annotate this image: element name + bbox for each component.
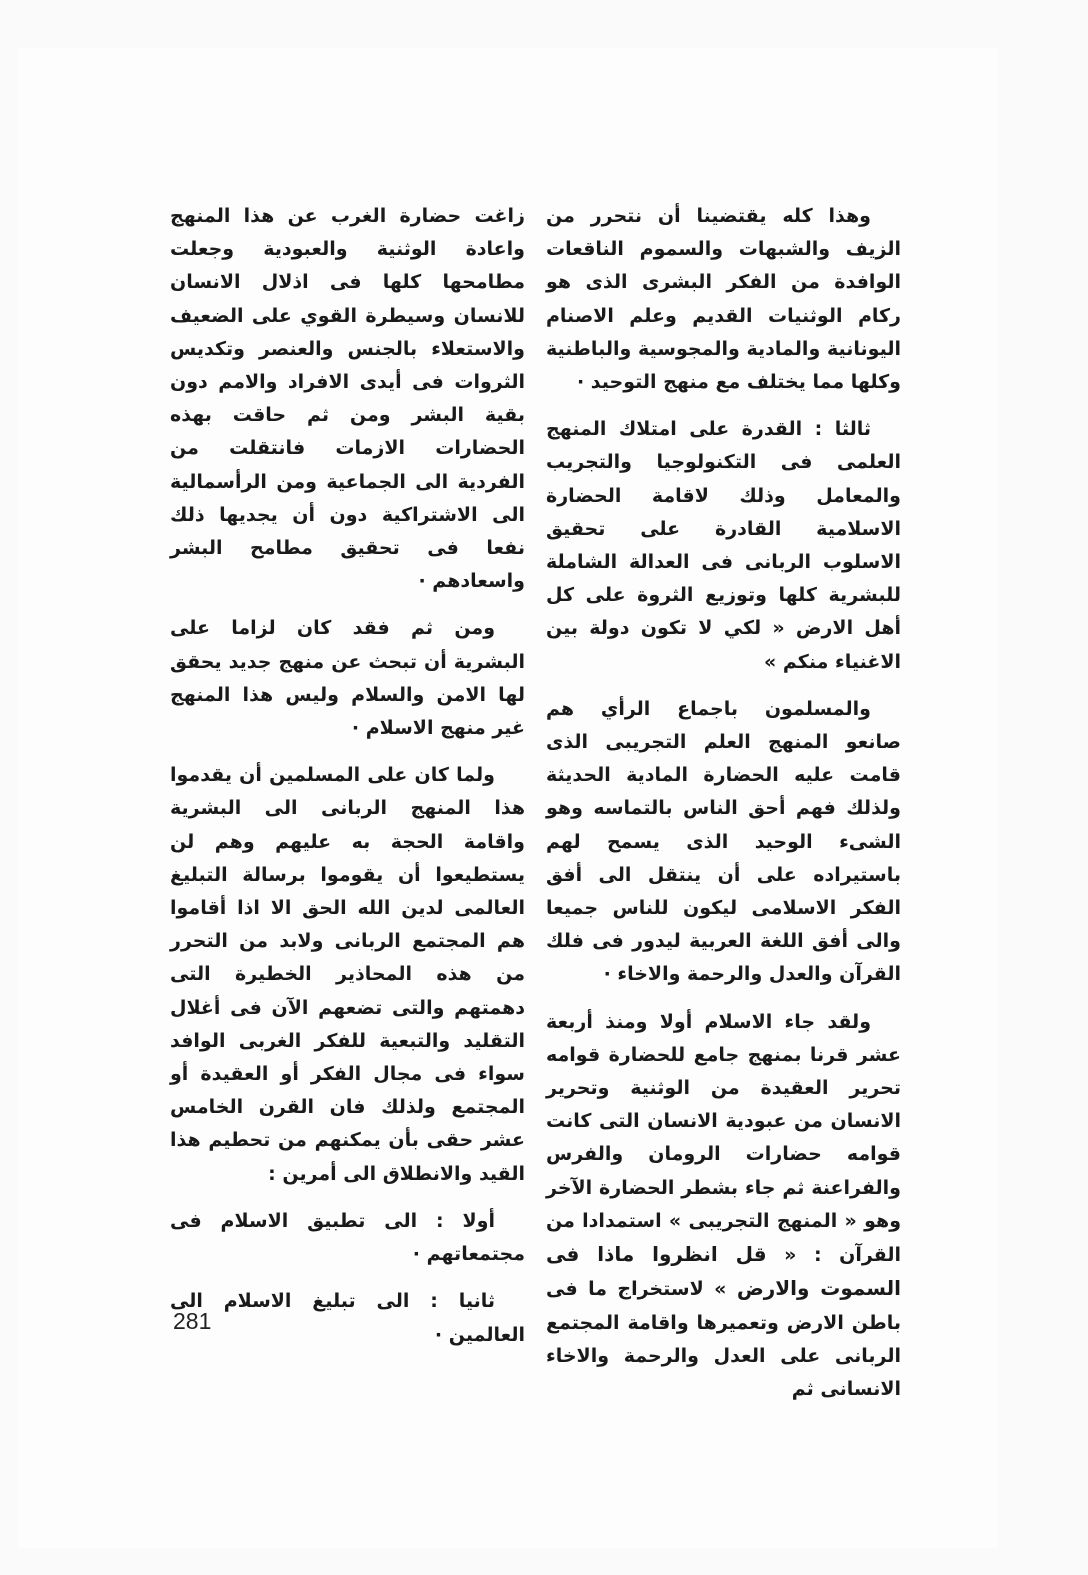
paragraph: وهذا كله يقتضينا أن نتحرر من الزيف والشبهات والسموم الناقعات الوافدة من الفكر البشرى الذى هو ركام الوثنيات القديم وعلم الاصنام اليونانية والمادية والمجوسية والباطنية وكلها مما يختلف مع منهج التوحيد ·	[546, 205, 901, 394]
paragraph-text: ولقد جاء الاسلام أولا ومنذ أربعة عشر قرنا بمنهج جامع للحضارة قوامه تحرير العقيدة من الوثنية وتحرير الانسان من عبودية الانسان التى كانت قوامه حضارات الرومان والفرس والفراعنة ثم جاء بشطر الحضارة الآخر وهو « المنهج التجريبى » استمدادا من القرآن : «	[546, 1010, 901, 1267]
page-number: 281	[173, 1308, 212, 1334]
paragraph: ومن ثم فقد كان لزاما على البشرية أن تبحث عن منهج جديد يحقق لها الامن والسلام وليس هذا المنهج غير منهج الاسلام ·	[170, 617, 525, 740]
list-item: ثانيا : الى تبليغ الاسلام الى العالمين ·	[170, 1290, 525, 1346]
paragraph: زاغت حضارة الغرب عن هذا المنهج واعادة الوثنية والعبودية وجعلت مطامحها كلها فى اذلال الانسان للانسان وسيطرة القوي على الضعيف والاستعلاء بالجنس والعنصر وتكديس الثروات فى أيدى الافراد والامم دون بقية البشر ومن ثم حاقت بهذه الحضارات الازمات فانتقلت من الفردية الى الجماعية ومن الرأسمالية الى الاشتراكية دون أن يجديها ذلك نفعا فى تحقيق مطامح البشر واسعادهم ·	[170, 205, 525, 593]
paragraph: ولما كان على المسلمين أن يقدموا هذا المنهج الربانى الى البشرية واقامة الحجة به عليهم وهم لن يستطيعوا أن يقوموا برسالة التبليغ العالمى لدين الله الحق الا اذا أقاموا هم المجتمع الربانى ولابد من التحرر من هذه المحاذير الخطيرة التى دهمتهم والتى تضعهم الآن فى أغلال التقليد والتبعية للفكر الغربى الوافد سواء فى مجال الفكر أو العقيدة أو المجتمع ولذلك فان القرن الخامس عشر حقى بأن يمكنهم من تحطيم هذا القيد والانطلاق الى أمرين :	[170, 764, 525, 1185]
list-item: أولا : الى تطبيق الاسلام فى مجتمعاتهم ·	[170, 1209, 525, 1266]
left-text-column	[170, 200, 525, 1366]
quran-quote: قل انظروا ماذا فى السموت والارض	[546, 1242, 901, 1301]
paragraph-text: » لاستخراج ما فى باطن الارض وتعميرها واقامة المجتمع الربانى على العدل والرحمة والاخاء الانسانى ثم	[546, 1278, 901, 1400]
paragraph: ثالثا : القدرة على امتلاك المنهج العلمى فى التكنولوجيا والتجريب والمعامل وذلك لاقامة الحضارة الاسلامية القادرة على تحقيق الاسلوب الربانى فى العدالة الشاملة للبشرية كلها وتوزيع الثروة على كل أهل الارض « لكي لا تكون دولة بين الاغنياء منكم »	[546, 418, 901, 673]
paragraph: والمسلمون باجماع الرأي هم صانعو المنهج العلم التجريبى الذى قامت عليه الحضارة المادية الحديثة ولذلك فهم أحق الناس بالتماسه وهو الشىء الوحيد الذى يسمح لهم باستيراده على أن ينتقل الى أفق الفكر الاسلامى ليكون للناس جميعا والى أفق اللغة العربية ليدور فى فلك القرآن والعدل والرحمة والاخاء ·	[546, 697, 901, 986]
right-text-column	[546, 200, 901, 1420]
paragraph	[546, 1006, 901, 1406]
